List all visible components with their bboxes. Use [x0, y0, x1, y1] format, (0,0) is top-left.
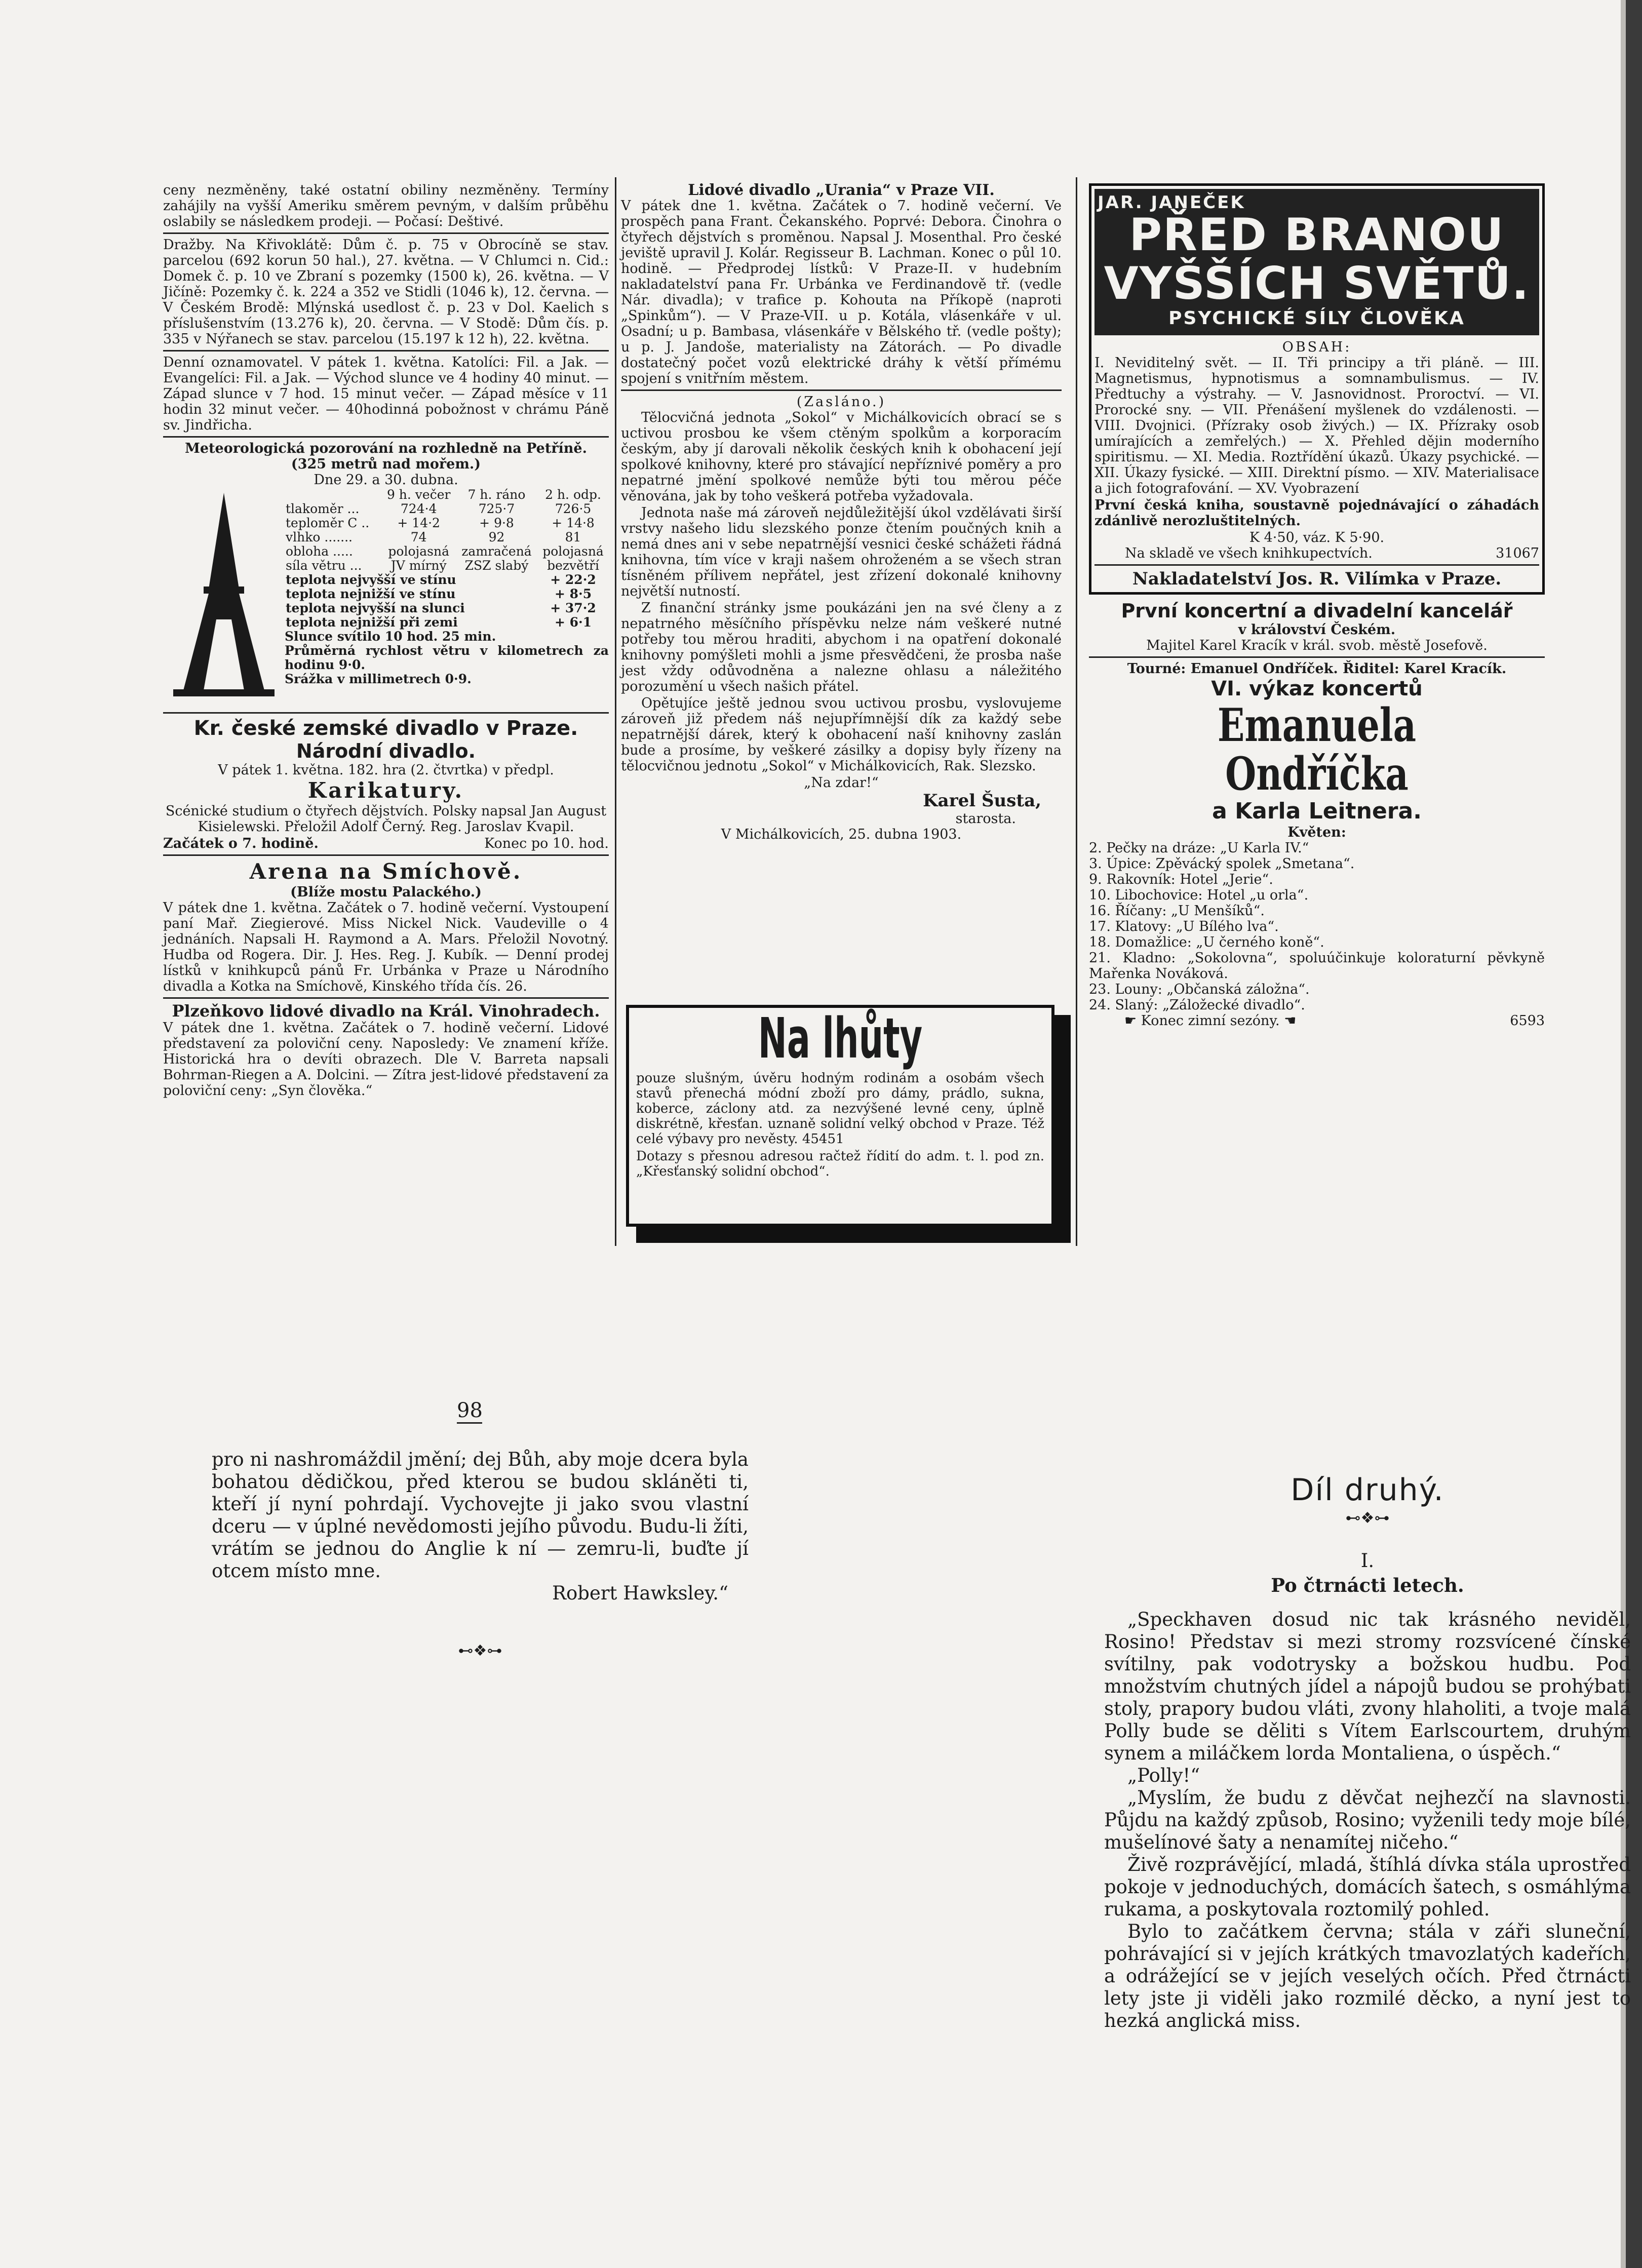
meteo-cell: ZSZ slabý	[464, 558, 529, 573]
concert-agency-owner: Majitel Karel Kracík v král. svob. městě Josefově.	[1146, 638, 1488, 653]
meteo-date: Dne 29. a 30. dubna.	[314, 472, 458, 488]
lhuty-text: pouze slušným, úvěru hodným rodinám a osobám všech stavů přenechá módní zboží pro dámy, prádlo, sukna, koberce, záclony atd. za nezvýšené levné ceny, úplně diskrétně, křesťan. uznaně solidní velký obchod v Praze. Též celé výbavy pro nevěsty. 45451	[636, 1071, 1044, 1147]
column-rule	[615, 177, 616, 1246]
sokol-place-date: V Michálkovicích, 25. dubna 1903.	[721, 827, 962, 842]
part-title: Díl druhý.	[1291, 1472, 1444, 1508]
book-contents-heading: OBSAH:	[1282, 339, 1352, 355]
book-price: K 4·50, váz. K 5·90.	[1249, 530, 1385, 545]
concert-agency-title: První koncertní a divadelní kancelář	[1121, 600, 1513, 622]
meteo-cell: JV mírný	[390, 558, 447, 573]
meteo-col-evening: 9 h. večer	[386, 487, 451, 502]
meteo-extra-label: teplota nejvyšší na slunci	[286, 601, 465, 615]
book-ad-title-1: PŘED BRANOU	[1129, 209, 1505, 261]
lhuty-advertisement	[626, 1005, 1054, 1227]
book-paragraph: „Speckhaven dosud nic tak krásného neviděl, Rosino! Představ si mezi stromy rozsvícené čínské svítilny, pak vodotrysky a božskou hudbu. Pod množstvím chutných jídel a nápojů budou se prohýbati stoly, prapory budou vláti, zvony hlaholiti, a tvoje malá Polly bude se děliti s Vítem Earlscourtem, druhým synem a miláčkem lorda Montaliena, o úspěch.“	[1104, 1609, 1631, 1764]
book-publisher: Nakladatelství Jos. R. Vilímka v Praze.	[1132, 569, 1502, 589]
concert-item: 2. Pečky na dráze: „U Karla IV.“	[1089, 840, 1309, 856]
book-contents: I. Neviditelný svět. — II. Tři principy a tři pláně. — III. Magnetismus, hypnotismus a somnambulismus. — IV. Předtuchy a výstrahy. — V. Jasnovidnost. Proroctví. — VI. Prorocké sny. — VII. Přenášení myšlenek do vzdálenosti. — VIII. Dvojnici. (Přízraky osob živých.) — IX. Přízraky osob umírajících a zemřelých.) — X. Přehled dějin moderního spiritismu. — XI. Media. Roztřídění úkazů. Úkazy psychické. — XII. Úkazy fysické. — XIII. Direktní písmo. — XIV. Materialisace a jich fotografování. — XV. Vyobrazení	[1094, 355, 1539, 496]
concert-item: 21. Kladno: „Sokolovna“, spoluúčinkuje koloraturní pěvkyně Mařenka Nováková.	[1089, 950, 1545, 982]
ornament-icon: ⊷❖⊶	[1345, 1509, 1390, 1527]
meteo-cell: 725·7	[478, 501, 515, 516]
plzenek-title: Plzeňkovo lidové divadlo na Král. Vinohradech.	[172, 1001, 600, 1021]
meteo-extra-label: teplota nejvyšší ve stínu	[286, 572, 456, 587]
sokol-paragraph-3: Z finanční stránky jsme poukázáni jen na své členy a z nepatrného měsíčního příspěvku nelze nám veškeré nutné potřeby tou měrou hraditi, abychom i na opatření dokonalé knihovny pomýšleti mohli a jsme přesvědčeni, že prosba naše jest vždy odůvodněna a nalezne ohlasu a náležitého porozumění u všech našich přátel.	[621, 600, 1062, 694]
concert-item: 17. Klatovy: „U Bílého lva“.	[1089, 919, 1279, 934]
book-ad-author: JAR. JANEČEK	[1098, 192, 1245, 213]
sokol-paragraph-2: Jednota naše má zároveň nejdůležitější úkol vzdělávati širší vrstvy našeho lidu slezského ponze čtením poučných knih a nemá dnes ani v sebe nepatrnější vesnici české schážeti řádná knihovna, tím více v kraji našem ohroženém a se všech stran tísněném přílivem nepřátel, jest zřízení dokonalé knihovny největší nutností.	[621, 505, 1062, 599]
meteo-extra-label: teplota nejnižší ve stínu	[286, 586, 456, 601]
sokol-signature: Karel Šusta,	[923, 791, 1041, 811]
concert-item: 10. Libochovice: Hotel „u orla“.	[1089, 887, 1309, 903]
concert-item: 24. Slaný: „Záložecké divadlo“.	[1089, 997, 1305, 1013]
book-left-signature: Robert Hawksley.“	[552, 1582, 728, 1604]
concert-end-line	[1089, 1013, 1545, 1029]
meteo-block	[163, 488, 609, 709]
sokol-paragraph-4: Opětujíce ještě jednou svou uctivou prosbu, vyslovujeme zároveň již předem náš nejupřímnější dík za každý sebe nepatrnější dárek, který k obohacení naší knihovny zaslán bude a prosíme, by veškeré zásilky a dopisy byly řízeny na tělocvičnou jednotu „Sokol“ v Michálkovicích, Rak. Slezsko.	[621, 695, 1062, 774]
divider	[163, 232, 609, 234]
meteo-extra-value: + 37·2	[550, 601, 596, 615]
plzenek-text: V pátek dne 1. května. Začátek o 7. hodině večerní. Lidové představení za poloviční ceny. Naposledy: Ve znamení kříže. Historická hra o devíti obrazech. Dle V. Barreta napsali Bohrman-Riegen a A. Dolcini. — Zítra jest-lidové představení za poloviční ceny: „Syn člověka.“	[163, 1020, 609, 1099]
concert-list	[1089, 840, 1545, 1013]
petrin-tower-illustration	[163, 488, 285, 709]
column-1	[163, 182, 609, 1100]
meteo-extra-label: teplota nejnižší při zemi	[286, 615, 458, 630]
book-paragraph: „Polly!“	[1127, 1765, 1200, 1786]
meteo-cell: + 9·8	[479, 516, 514, 530]
column-2	[621, 182, 1062, 842]
meteo-wind-speed: Průměrná rychlost větru v kilometrech za hodinu 9·0.	[285, 643, 609, 672]
meteo-cell: polojasná	[388, 544, 449, 559]
meteo-cell: 726·5	[555, 501, 592, 516]
meteo-row-label: teploměr C ..	[286, 516, 370, 530]
page-number: 98	[457, 1399, 482, 1424]
theatre-title: Kr. české zemské divadlo v Praze.	[193, 717, 578, 740]
meteo-cell: polojasná	[542, 544, 604, 559]
concert-report-title: VI. výkaz koncertů	[1211, 677, 1423, 700]
divider	[1089, 656, 1545, 658]
concert-agency-sub: v království Českém.	[1238, 622, 1396, 638]
sokol-greeting: „Na zdar!“	[804, 775, 879, 791]
divider	[621, 389, 1062, 391]
concert-item: 9. Rakovník: Hotel „Jerie“.	[1089, 872, 1273, 887]
meteo-cell: 92	[488, 530, 505, 544]
arena-subtitle: (Blíže mostu Palackého.)	[290, 884, 482, 900]
play-description: Scénické studium o čtyřech dějstvích. Polsky napsal Jan August Kisielewski. Přeložil Adolf Černý. Reg. Jaroslav Kvapil.	[165, 803, 607, 835]
auctions: Dražby. Na Křivoklátě: Dům č. p. 75 v Obrocíně se stav. parcelou (692 korun 50 hal.), 27. května. — V Chlumci n. Cid.: Domek č. p. 10 ve Zbraní s pozemky (1500 k), 26. května. — V Jičíně: Pozemky č. k. 224 a 352 ve Stidli (1046 k), 12. června. — V Českém Brodě: Mlýnská usedlost č. p. 23 v Dol. Kaelich s příslušenstvím (13.276 k), 20. června. — V Stodě: Dům čís. p. 335 v Nýřanech se stav. parcelou (15.197 k 12 h), 22. května.	[163, 237, 609, 347]
book-stock: Na skladě ve všech knihkupectvích.	[1125, 545, 1373, 561]
play-times	[163, 836, 609, 851]
meteo-rainfall: Srážka v millimetrech 0·9.	[285, 672, 472, 686]
book-left-column	[212, 1449, 749, 1662]
book-paragraph: „Myslím, že budu z děvčat nejhezčí na slavnosti. Půjdu na každý způsob, Rosino; vyženili tedy moje bílé, mušelínové šaty a nenamítej ničeho.“	[1104, 1787, 1631, 1853]
concert-second-artist: a Karla Leitnera.	[1212, 798, 1422, 824]
urania-title: Lidové divadlo „Urania“ v Praze VII.	[688, 181, 995, 199]
meteo-cell: + 14·8	[552, 516, 595, 530]
concert-ad-number: 6593	[1510, 1013, 1545, 1029]
book-paragraph: Živě rozprávějící, mladá, štíhlá dívka stála uprostřed pokoje v jednoduchých, domácích šatech, s osmáhlýma rukama, a poskytovala roztomilý pohled.	[1104, 1854, 1631, 1920]
pointing-hand-icon: ☛	[1124, 1013, 1141, 1029]
meteo-cell: bezvětří	[547, 558, 599, 573]
meteo-sunshine: Slunce svítilo 10 hod. 25 min.	[285, 629, 496, 644]
book-ad-number: 31067	[1496, 545, 1539, 561]
meteo-cell: + 14·2	[397, 516, 440, 530]
concert-item: 3. Úpice: Zpěvácký spolek „Smetana“.	[1089, 856, 1355, 872]
book-ad-banner	[1094, 189, 1539, 335]
meteo-extra-value: + 6·1	[554, 615, 592, 630]
arena-text: V pátek dne 1. května. Začátek o 7. hodině večerní. Vystoupení paní Mař. Ziegierové. Miss Nickel Nick. Vaudeville o 4 jednáních. Napsali H. Raymond a A. Mars. Přeložil Novotný. Hudba od Rogera. Dir. J. Hes. Reg. J. Kubík. — Denní prodej lístků v knihkupců pánů Fr. Urbánka v Praze u Národního divadla a Kotka na Smíchově, Kinského třída čís. 26.	[163, 900, 609, 994]
concert-end	[1089, 1013, 1296, 1029]
meteo-cell: 74	[410, 530, 427, 544]
concert-end-text: Konec zimní sezóny.	[1141, 1013, 1280, 1029]
book-paragraph: Bylo to začátkem června; stála v záři sluneční, pohrávající si v jejích krátkých tmavozlatých kadeřích, a odrážející se v jejích veselých očích. Před čtrnácti lety jste ji viděli jako rozmilé děcko, a nyní jest to hezká anglická miss.	[1104, 1921, 1631, 2031]
daily-notices: Denní oznamovatel. V pátek 1. května. Katolíci: Fil. a Jak. — Evangelíci: Fil. a Jak. — Východ slunce ve 4 hodiny 40 minut. — Západ slunce v 7 hod. 15 minut večer. — Západ měsíce v 11 hodin 32 minut večer. — 40hodinná pobožnost v chrámu Páně sv. Jindřicha.	[163, 355, 609, 433]
concert-tourne: Tourné: Emanuel Ondříček. Řiditel: Karel Kracík.	[1127, 661, 1507, 677]
meteo-row-label: síla větru ...	[286, 558, 362, 573]
book-stock-line	[1094, 545, 1539, 561]
meteo-title: Meteorologická pozorování na rozhledně na Petříně.	[184, 441, 588, 456]
concert-advertisement	[1089, 600, 1545, 1029]
meteo-cell: 724·4	[400, 501, 437, 516]
divider	[1094, 564, 1539, 566]
divider	[163, 854, 609, 856]
divider	[163, 997, 609, 999]
meteo-cell: 81	[565, 530, 581, 544]
chapter-title: Po čtrnácti letech.	[1271, 1574, 1464, 1596]
meteo-col-morning: 7 h. ráno	[467, 487, 526, 502]
concert-month: Květen:	[1287, 825, 1346, 840]
concert-item: 23. Louny: „Občanská záložna“.	[1089, 982, 1310, 997]
lhuty-footer: Dotazy s přesnou adresou račtež řídití do adm. t. l. pod zn. „Křesťanský solidní obchod“.	[636, 1149, 1044, 1179]
concert-artist-name: Emanuela Ondříčka	[1217, 698, 1417, 801]
sokol-role: starosta.	[955, 811, 1016, 827]
grain-report: ceny nezměněny, také ostatní obiliny nezměněny. Termíny zahájily na vyšší Ameriku směrem pevným, v dalším průběhu oslabily se následkem prodeji. — Počasí: Deštivé.	[163, 182, 609, 229]
concert-item: 18. Domažlice: „U černého koně“.	[1089, 934, 1324, 950]
meteo-col-afternoon: 2 h. odp.	[545, 487, 601, 502]
play-title: Karikatury.	[307, 778, 464, 803]
petrin-tower-icon	[163, 488, 285, 706]
meteo-row-label: tlakoměr ...	[286, 501, 360, 516]
book-advertisement	[1089, 183, 1545, 595]
ornament-icon: ⊷❖⊶	[458, 1642, 502, 1660]
column-rule	[1076, 177, 1077, 1246]
lhuty-title: Na lhůty	[758, 1006, 923, 1071]
sokol-paragraph-1: Tělocvičná jednota „Sokol“ v Michálkovicích obrací se s uctivou prosbou ke všem ctěným spolkům a korporacím českým, aby jí darovali několik českých knih k obohacení její spolkové knihovny, které pro stávající nepříznivé poměry a pro nepatrné jmění spolkové nemůže býti tou měrou péče věnována, jak by toho veškerá potřeba vyžadovala.	[621, 410, 1062, 504]
meteo-row-label: vlhko .......	[286, 530, 353, 544]
divider	[163, 350, 609, 351]
meteo-extra-value: + 22·2	[550, 572, 596, 587]
arena-title: Arena na Smíchově.	[249, 859, 523, 884]
meteo-table	[285, 488, 609, 630]
meteo-subtitle: (325 metrů nad mořem.)	[291, 456, 481, 472]
meteo-row-label: obloha .....	[286, 544, 353, 559]
column-3	[1089, 183, 1545, 1029]
play-start: Začátek o 7. hodině.	[163, 836, 319, 851]
chapter-number: I.	[1360, 1550, 1375, 1572]
national-theatre-date: V pátek 1. května. 182. hra (2. čtvrtka) v předpl.	[218, 762, 554, 778]
book-left-paragraph: pro ni nashromáždil jmění; dej Bůh, aby moje dcera byla bohatou dědičkou, před kterou se budou skláněti ti, kteří jí nyní pohrdají. Vychovejte ji jako svou vlastní dceru — v úplné nevědomosti jejího původu. Budu-li žíti, vrátím se jednou do Anglie k ní — zemru-li, buďte jí otcem místo mne.	[212, 1449, 749, 1582]
zaslano: (Zasláno.)	[796, 394, 886, 410]
book-right-column	[1104, 1472, 1631, 2032]
concert-item: 16. Říčany: „U Menšíků“.	[1089, 903, 1265, 919]
national-theatre: Národní divadlo.	[296, 740, 476, 762]
book-tagline: První česká kniha, soustavně pojednávající o záhadách zdánlivě nerozluštitelných.	[1094, 497, 1539, 529]
urania-text: V pátek dne 1. května. Začátek o 7. hodině večerní. Ve prospěch pana Frant. Čekanského. Poprvé: Debora. Činohra o čtyřech dějstvích s proměnou. Napsal J. Mosenthal. Pro české jeviště upravil J. Kolár. Regisseur B. Lachman. Konec o půl 10. hodině. — Předprodej lístků: V Praze-II. v hudebním nakladatelství pana Fr. Urbánka ve Ferdinandově tř. (vedle Nár. divadla); v trafice p. Kohouta na Příkopě (naproti „Spinkům“). — V Praze-VII. u p. Kotála, vlásenkáře v ul. Osadní; u p. Bambasa, vlásenkáře v Bělského tř. (vedle pošty); u p. J. Jandoše, materialisty na Zátorách. — Po divadle dostatečný počet vozů elektrické dráhy k větší přímému spojení s vnitřním městem.	[621, 198, 1062, 386]
book-ad-title-2: VYŠŠÍCH SVĚTŮ.	[1104, 257, 1530, 309]
meteo-cell: zamračená	[461, 544, 532, 559]
pointing-hand-left-icon: ☚	[1279, 1013, 1297, 1029]
meteo-extra-value: + 8·5	[554, 586, 592, 601]
divider	[163, 712, 609, 714]
play-end: Konec po 10. hod.	[484, 836, 609, 851]
divider	[163, 436, 609, 438]
book-ad-title-3: PSYCHICKÉ SÍLY ČLOVĚKA	[1168, 308, 1465, 329]
